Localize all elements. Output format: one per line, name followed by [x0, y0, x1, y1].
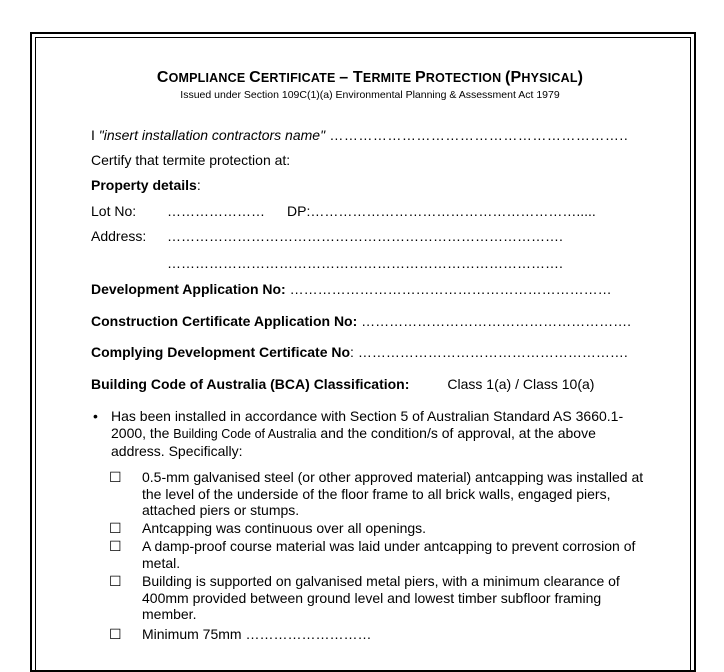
- certificate-page: [30, 32, 696, 672]
- bca-classification-line: [91, 375, 649, 393]
- construction-certificate-line: [91, 312, 649, 330]
- address-line-1: [91, 227, 649, 245]
- bullet-icon: •: [93, 408, 98, 424]
- certificate-inner-border: [35, 37, 691, 670]
- checkbox-icon[interactable]: ☐: [109, 573, 122, 589]
- bca-value: Class 1(a) / Class 10(a): [447, 376, 595, 392]
- checkbox-icon[interactable]: ☐: [109, 626, 122, 642]
- cdc-field[interactable]: : ………………………………………………….: [350, 344, 628, 360]
- certificate-content: [91, 68, 649, 642]
- da-field[interactable]: ……………………………………………………………: [285, 281, 612, 297]
- checklist-item: ☐ 0.5-mm galvanised steel (or other approved material) antcapping was installed at the level of the underside of the floor frame to all brick walls, engaged piers, attached piers or stumps.: [109, 469, 644, 518]
- checklist-item: ☐ Building is supported on galvanised metal piers, with a minimum clearance of 400mm provided between ground level and lowest timber subfloor framing member.: [109, 573, 620, 622]
- lot-dp-line: [91, 202, 649, 220]
- address-field-2[interactable]: ………………………………………………………………………….: [167, 255, 563, 271]
- complying-development-line: [91, 343, 649, 361]
- development-application-line: [91, 280, 649, 298]
- installer-name-placeholder[interactable]: "insert installation contractors name": [98, 127, 326, 143]
- certificate-subtitle: Issued under Section 109C(1)(a) Environmental Planning & Assessment Act 1979: [180, 89, 560, 101]
- certify-text: Certify that termite protection at:: [91, 152, 291, 168]
- installation-statement: • Has been installed in accordance with Section 5 of Australian Standard AS 3660.1-2000, the Building Code of Australia and the condition/s of approval, at the above address. Specifically:: [93, 408, 624, 459]
- bca-label: Building Code of Australia (BCA) Classification:: [91, 376, 410, 392]
- installer-line: I "insert installation contractors name" ……………………………………………………..: [91, 127, 629, 143]
- address-label: Address:: [91, 228, 147, 244]
- checkbox-icon[interactable]: ☐: [109, 538, 122, 554]
- dp-label: DP:: [287, 203, 311, 219]
- property-details-heading: Property details:: [91, 177, 201, 193]
- certificate-title: COMPLIANCE CERTIFICATE – TERMITE PROTECTION (PHYSICAL): [156, 69, 584, 86]
- cc-label: Construction Certificate Application No:: [91, 313, 358, 329]
- checkbox-icon[interactable]: ☐: [109, 520, 122, 536]
- address-field-1[interactable]: ………………………………………………………………………….: [167, 228, 563, 244]
- dp-field[interactable]: ………………………………………………….....: [310, 203, 596, 219]
- checklist-item: ☐ Minimum 75mm ………………………: [109, 626, 372, 642]
- da-label: Development Application No:: [91, 281, 286, 297]
- checkbox-icon[interactable]: ☐: [109, 469, 122, 485]
- cdc-label: Complying Development Certificate No: [91, 344, 351, 360]
- lot-label: Lot No:: [91, 203, 137, 219]
- address-line-2: [91, 254, 649, 272]
- cc-field[interactable]: ………………………………………………….: [357, 313, 632, 329]
- checklist-item: ☐ Antcapping was continuous over all openings.: [109, 520, 427, 536]
- lot-field[interactable]: …………………: [167, 203, 265, 219]
- checklist-item: ☐ A damp-proof course material was laid under antcapping to prevent corrosion of metal.: [109, 538, 636, 571]
